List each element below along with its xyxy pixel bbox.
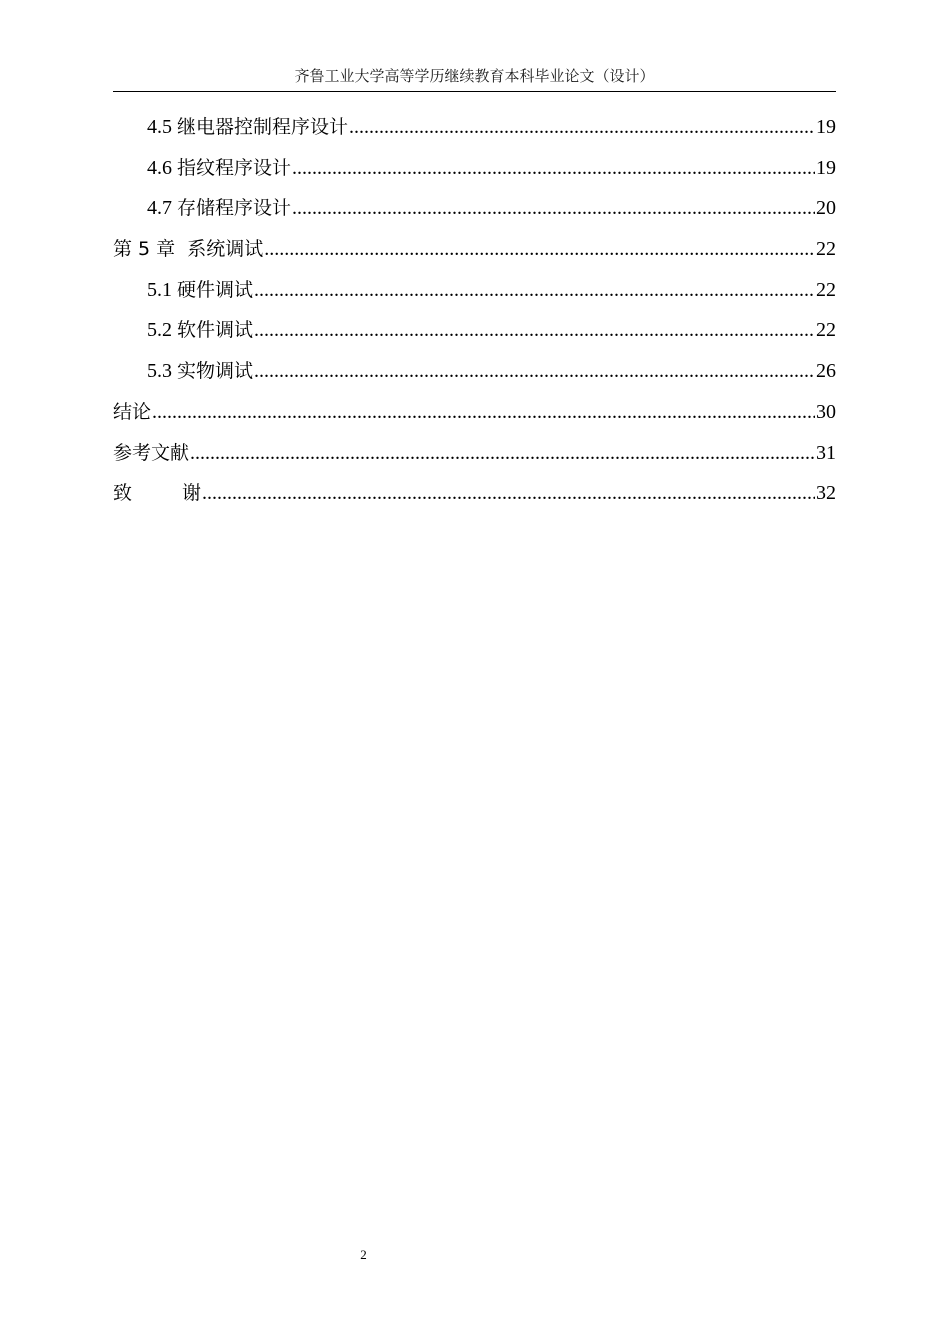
toc-entry-number: 5.2 (147, 319, 172, 342)
toc-entry-page: 20 (816, 197, 836, 220)
toc-entry-page: 22 (816, 278, 836, 301)
toc-entry-title: 继电器控制程序设计 (177, 116, 349, 138)
toc-entry-title: 实物调试 (177, 360, 254, 383)
table-of-contents (113, 107, 836, 514)
toc-entry-page: 22 (816, 238, 836, 261)
toc-dot-leader (254, 351, 815, 392)
toc-dot-leader (254, 270, 815, 311)
toc-dot-leader (254, 310, 815, 351)
toc-entry-page: 22 (816, 319, 836, 342)
toc-entry-5-1[interactable] (113, 270, 836, 311)
toc-dot-leader (292, 188, 815, 229)
toc-entry-4-7[interactable] (113, 188, 836, 229)
toc-entry-chapter-5[interactable] (113, 229, 836, 270)
toc-entry-page: 30 (816, 400, 836, 423)
toc-entry-4-6[interactable] (113, 148, 836, 189)
toc-entry-acknowledgements[interactable] (113, 473, 836, 514)
toc-entry-title: 存储程序设计 (177, 197, 292, 220)
toc-entry-title: 软件调试 (177, 319, 254, 342)
toc-title-char: 致 (113, 482, 133, 505)
toc-entry-number: 4.7 (147, 197, 172, 220)
toc-entry-references[interactable] (113, 433, 836, 474)
page-header-title: 齐鲁工业大学高等学历继续教育本科毕业论文（设计） (294, 69, 655, 85)
toc-entry-title: 硬件调试 (177, 278, 254, 301)
toc-entry-title: 第 5 章 系统调试 (113, 238, 264, 261)
toc-entry-4-5[interactable] (113, 107, 836, 148)
toc-dot-leader (349, 107, 815, 148)
toc-dot-leader (152, 392, 815, 433)
toc-entry-page: 19 (816, 156, 836, 179)
toc-entry-page: 26 (816, 360, 836, 383)
toc-entry-5-3[interactable] (113, 351, 836, 392)
toc-entry-number: 5.1 (147, 278, 172, 301)
toc-entry-number: 4.5 (147, 116, 172, 138)
toc-dot-leader (190, 433, 815, 474)
toc-dot-leader (264, 229, 815, 270)
toc-entry-page: 32 (816, 482, 836, 505)
page-number: 2 (360, 1247, 367, 1262)
toc-entry-number: 4.6 (147, 156, 172, 179)
toc-entry-title: 结论 (113, 400, 152, 423)
toc-entry-page: 31 (816, 441, 836, 464)
toc-title-char: 谢 (181, 482, 201, 505)
toc-entry-title: 指纹程序设计 (177, 156, 292, 179)
toc-dot-leader (292, 148, 815, 189)
toc-entry-page: 19 (816, 116, 836, 138)
toc-entry-5-2[interactable] (113, 310, 836, 351)
toc-dot-leader (202, 473, 815, 514)
header-divider (113, 91, 836, 92)
toc-entry-conclusion[interactable] (113, 392, 836, 433)
toc-entry-title (113, 473, 201, 514)
toc-entry-title: 参考文献 (113, 441, 190, 464)
toc-entry-number: 5.3 (147, 360, 172, 383)
